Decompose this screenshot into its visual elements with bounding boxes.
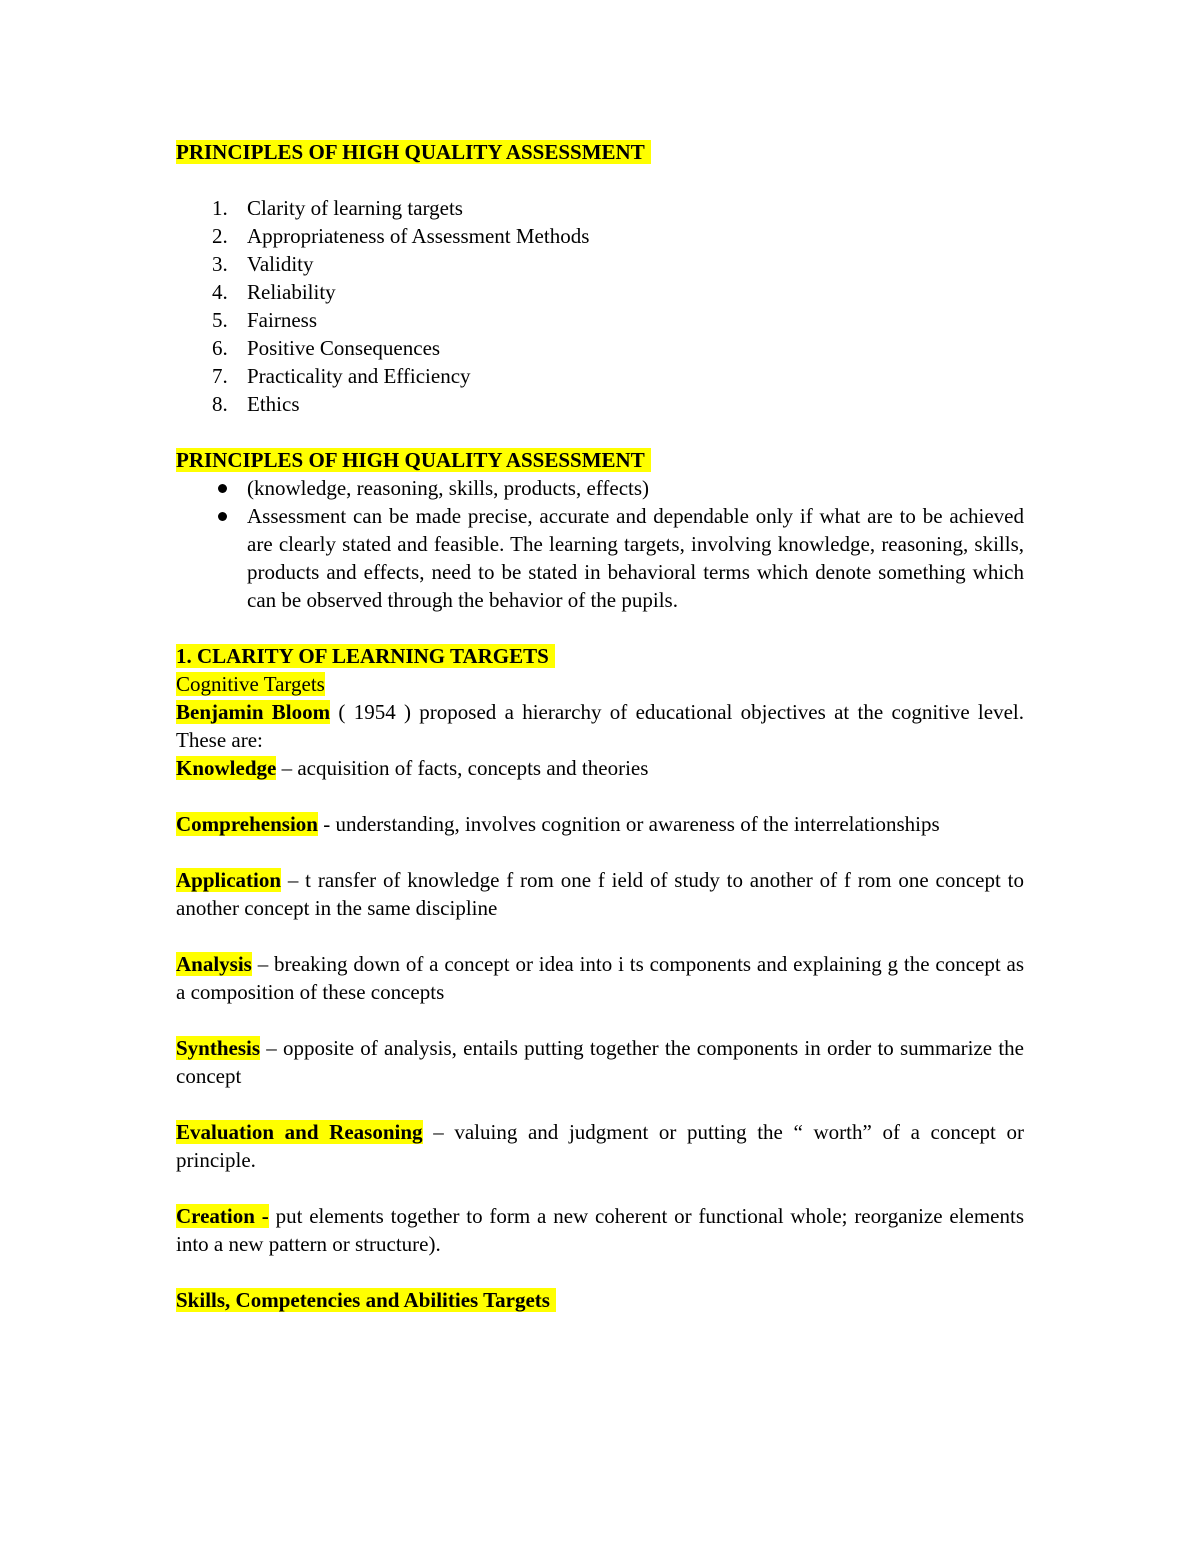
level-term: Analysis <box>176 952 252 976</box>
heading-clarity-text: 1. CLARITY OF LEARNING TARGETS <box>176 644 555 668</box>
heading-clarity <box>176 642 1024 670</box>
bullet-icon <box>218 512 227 521</box>
list-number: 6. <box>212 336 228 360</box>
heading-skills-text: Skills, Competencies and Abilities Targets <box>176 1288 556 1312</box>
list-item <box>176 306 1024 334</box>
heading-principles-2-text: PRINCIPLES OF HIGH QUALITY ASSESSMENT <box>176 448 651 472</box>
level-term: Knowledge <box>176 756 277 780</box>
list-text: Ethics <box>247 392 300 416</box>
list-text: Practicality and Efficiency <box>247 364 471 388</box>
level-term: Synthesis <box>176 1036 261 1060</box>
heading-skills <box>176 1286 1024 1314</box>
level-term: Comprehension <box>176 812 318 836</box>
level-term: Application <box>176 868 282 892</box>
list-number: 2. <box>212 224 228 248</box>
level-text: put elements together to form a new coherent or functional whole; reorganize elements into a new pattern or structure). <box>176 1204 1024 1256</box>
list-item <box>176 250 1024 278</box>
list-item <box>176 334 1024 362</box>
level-text: – acquisition of facts, concepts and theories <box>276 756 649 780</box>
heading-principles-text: PRINCIPLES OF HIGH QUALITY ASSESSMENT <box>176 140 651 164</box>
list-text: Reliability <box>247 280 336 304</box>
list-text: Clarity of learning targets <box>247 196 463 220</box>
bloom-text: ( 1954 ) proposed a hierarchy of educational objectives at the cognitive level. These are: <box>176 700 1024 752</box>
list-text: Fairness <box>247 308 317 332</box>
list-item <box>176 362 1024 390</box>
list-item <box>176 390 1024 418</box>
bloom-paragraph <box>176 698 1024 754</box>
list-number: 8. <box>212 392 228 416</box>
list-number: 1. <box>212 196 228 220</box>
level-text: – opposite of analysis, entails putting together the components in order to summarize the concept <box>176 1036 1024 1088</box>
level-term: Evaluation and Reasoning <box>176 1120 423 1144</box>
subheading-cognitive <box>176 670 1024 698</box>
bullet-item <box>176 502 1024 614</box>
list-number: 7. <box>212 364 228 388</box>
list-text: Validity <box>247 252 314 276</box>
principles-list <box>176 194 1024 418</box>
bullet-item <box>176 474 1024 502</box>
subheading-cognitive-text: Cognitive Targets <box>176 672 325 696</box>
principles-bullet-list <box>176 474 1024 614</box>
bullet-text: (knowledge, reasoning, skills, products, effects) <box>247 476 650 500</box>
level-synthesis <box>176 1034 1024 1090</box>
document-page <box>176 138 1024 1314</box>
level-comprehension <box>176 810 1024 838</box>
list-text: Positive Consequences <box>247 336 441 360</box>
list-text: Appropriateness of Assessment Methods <box>247 224 590 248</box>
list-item <box>176 222 1024 250</box>
list-number: 4. <box>212 280 228 304</box>
list-number: 3. <box>212 252 228 276</box>
level-text: - understanding, involves cognition or awareness of the interrelationships <box>317 812 940 836</box>
list-item <box>176 278 1024 306</box>
bloom-term: Benjamin Bloom <box>176 700 331 724</box>
level-application <box>176 866 1024 922</box>
level-knowledge <box>176 754 1024 782</box>
heading-principles <box>176 138 1024 166</box>
level-term: Creation - <box>176 1204 269 1228</box>
level-evaluation <box>176 1118 1024 1174</box>
list-item <box>176 194 1024 222</box>
level-text: – valuing and judgment or putting the “ worth” of a concept or principle. <box>176 1120 1024 1172</box>
level-analysis <box>176 950 1024 1006</box>
level-text: – t ransfer of knowledge f rom one f ield of study to another of f rom one concept to another concept in the same discipline <box>176 868 1024 920</box>
bullet-text: Assessment can be made precise, accurate and dependable only if what are to be achieved are clearly stated and feasible. The learning targets, involving knowledge, reasoning, skills, products and effects, need to be stated in behavioral terms which denote something which can be observed through the behavior of the pupils. <box>247 504 1024 612</box>
level-creation <box>176 1202 1024 1258</box>
heading-principles-2 <box>176 446 1024 474</box>
bullet-icon <box>218 484 227 493</box>
level-text: – breaking down of a concept or idea into i ts components and explaining g the concept as a composition of these concepts <box>176 952 1024 1004</box>
list-number: 5. <box>212 308 228 332</box>
